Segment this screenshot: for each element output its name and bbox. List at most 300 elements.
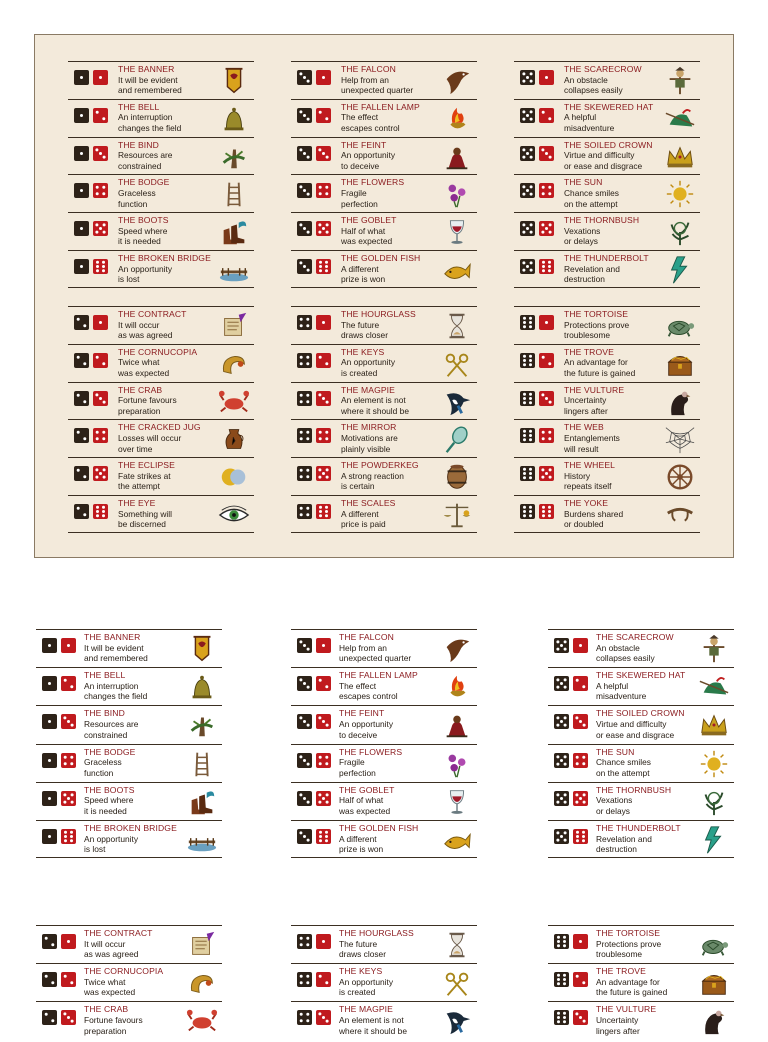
entry-title: THE BELL xyxy=(84,670,126,681)
entry-line-2: on the attempt xyxy=(564,198,618,209)
entry-text xyxy=(118,140,172,172)
entry-line-2: it is needed xyxy=(84,805,127,816)
entry-text xyxy=(564,347,635,379)
goblet-icon xyxy=(441,216,473,248)
entry-line-1: A different xyxy=(341,263,379,274)
table-row xyxy=(68,61,254,99)
entry-title: THE THUNDERBOLT xyxy=(564,252,649,263)
entry-text xyxy=(339,632,411,664)
entry-line-2: was expected xyxy=(118,367,170,378)
table-row xyxy=(68,419,254,457)
entry-line-1: An opportunity xyxy=(339,976,394,987)
table-row xyxy=(548,1001,734,1039)
entry-title: THE FEINT xyxy=(339,708,385,719)
entry-text xyxy=(564,215,639,247)
dark-die-icon xyxy=(520,108,535,123)
dark-die-icon xyxy=(42,972,57,987)
dark-die-icon xyxy=(297,829,312,844)
entry-text xyxy=(339,708,393,740)
hourglass-icon xyxy=(441,929,473,961)
table-row xyxy=(514,212,700,250)
red-die-icon xyxy=(93,391,108,406)
red-die-icon xyxy=(61,638,76,653)
red-die-icon xyxy=(316,972,331,987)
table-row xyxy=(514,344,700,382)
entry-line-1: Entanglements xyxy=(564,432,620,443)
entry-title: THE CORNUCOPIA xyxy=(84,966,164,977)
entry-line-1: Revelation and xyxy=(564,263,620,274)
entry-title: THE SOILED CROWN xyxy=(596,708,685,719)
table-row xyxy=(291,744,477,782)
entry-line-2: constrained xyxy=(118,160,162,171)
red-die-icon xyxy=(93,428,108,443)
entry-title: THE GOBLET xyxy=(339,784,395,795)
dark-die-icon xyxy=(520,504,535,519)
entry-title: THE CORNUCOPIA xyxy=(118,346,198,357)
entry-title: THE BIND xyxy=(118,139,159,150)
entry-line-2: function xyxy=(118,198,148,209)
entry-text xyxy=(118,347,197,379)
entry-title: THE THORNBUSH xyxy=(596,784,672,795)
falcon-icon xyxy=(441,65,473,97)
entry-text xyxy=(341,177,404,209)
entry-line-2: destruction xyxy=(596,844,637,855)
red-die-icon xyxy=(316,428,331,443)
entry-line-2: price is paid xyxy=(341,519,386,530)
entry-line-1: It will occur xyxy=(84,938,126,949)
entry-title: THE BOOTS xyxy=(118,215,169,226)
red-die-icon xyxy=(539,221,554,236)
red-die-icon xyxy=(539,108,554,123)
red-die-icon xyxy=(93,504,108,519)
red-die-icon xyxy=(316,315,331,330)
entry-line-1: An obstacle xyxy=(564,74,608,85)
red-die-icon xyxy=(316,353,331,368)
boots-icon xyxy=(218,216,250,248)
entry-line-2: lingers after xyxy=(564,405,608,416)
red-die-icon xyxy=(316,108,331,123)
entry-line-2: the attempt xyxy=(118,481,160,492)
entry-text xyxy=(339,966,393,998)
entry-line-1: Uncertainty xyxy=(564,395,607,406)
dark-die-icon xyxy=(297,791,312,806)
entry-title: THE ECLIPSE xyxy=(118,460,175,471)
banner-icon xyxy=(186,633,218,665)
table-row xyxy=(291,99,477,137)
red-die-icon xyxy=(316,70,331,85)
table-row xyxy=(548,782,734,820)
entry-line-1: History xyxy=(564,470,591,481)
cornucopia-icon xyxy=(218,348,250,380)
dark-die-icon xyxy=(74,183,89,198)
dark-die-icon xyxy=(520,353,535,368)
entry-line-1: An opportunity xyxy=(339,718,394,729)
dark-die-icon xyxy=(520,315,535,330)
entry-title: THE BODGE xyxy=(84,746,136,757)
red-die-icon xyxy=(93,353,108,368)
entry-text xyxy=(339,785,394,817)
entry-line-2: to deceive xyxy=(341,160,380,171)
table-row xyxy=(291,250,477,288)
table-row xyxy=(36,1001,222,1039)
sun-icon xyxy=(698,748,730,780)
magpie-icon xyxy=(441,1005,473,1037)
ladder-icon xyxy=(186,748,218,780)
entry-line-2: is created xyxy=(339,987,376,998)
table-row xyxy=(548,963,734,1001)
dark-die-icon xyxy=(297,714,312,729)
table-row xyxy=(291,344,477,382)
cornucopia-icon xyxy=(186,967,218,999)
table-row xyxy=(514,419,700,457)
entry-text xyxy=(596,928,661,960)
entry-line-2: or delays xyxy=(596,805,630,816)
dark-die-icon xyxy=(520,259,535,274)
entry-title: THE FEINT xyxy=(341,139,387,150)
table-row xyxy=(68,99,254,137)
entry-line-1: An advantage for xyxy=(564,357,628,368)
entry-text xyxy=(84,632,148,664)
red-die-icon xyxy=(316,221,331,236)
red-die-icon xyxy=(573,676,588,691)
entry-line-1: Graceless xyxy=(118,187,156,198)
red-die-icon xyxy=(573,934,588,949)
table-row xyxy=(291,457,477,495)
entry-line-2: and remembered xyxy=(84,653,148,664)
entry-line-1: Vexations xyxy=(596,795,633,806)
entry-line-2: or ease and disgrace xyxy=(564,160,643,171)
keys-icon xyxy=(441,967,473,999)
entry-line-1: A helpful xyxy=(596,680,629,691)
entry-line-1: An opportunity xyxy=(341,357,396,368)
entry-text xyxy=(596,708,685,740)
crab-icon xyxy=(186,1005,218,1037)
entry-line-1: Resources are xyxy=(118,150,173,161)
entry-title: THE BANNER xyxy=(84,632,141,642)
eclipse-icon xyxy=(218,461,250,493)
entry-text xyxy=(118,385,177,417)
entry-line-1: An advantage for xyxy=(596,976,660,987)
keg-icon xyxy=(441,461,473,493)
table-row xyxy=(68,382,254,420)
dark-die-icon xyxy=(297,108,312,123)
entry-title: THE TORTOISE xyxy=(564,309,629,319)
red-die-icon xyxy=(573,791,588,806)
entry-line-1: Resources are xyxy=(84,718,139,729)
entry-text xyxy=(84,1004,143,1036)
dark-die-icon xyxy=(297,1010,312,1025)
dark-die-icon xyxy=(554,714,569,729)
dark-die-icon xyxy=(297,638,312,653)
entry-title: THE BROKEN BRIDGE xyxy=(118,252,211,263)
entry-title: THE BANNER xyxy=(118,64,175,74)
lower-column-1-bottom xyxy=(36,925,222,1040)
red-die-icon xyxy=(316,714,331,729)
entry-text xyxy=(596,823,681,855)
entry-line-1: The effect xyxy=(339,680,377,691)
red-die-icon xyxy=(316,146,331,161)
dark-die-icon xyxy=(42,791,57,806)
entry-title: THE POWDERKEG xyxy=(341,460,419,471)
table-row xyxy=(68,495,254,533)
table-row xyxy=(36,963,222,1001)
table-row xyxy=(514,495,700,533)
entry-line-2: be discerned xyxy=(118,519,166,530)
lower-column-1-top xyxy=(36,629,222,858)
table-row xyxy=(36,705,222,743)
dark-die-icon xyxy=(74,108,89,123)
dark-die-icon xyxy=(74,353,89,368)
entry-title: THE KEYS xyxy=(339,966,383,977)
entry-line-2: constrained xyxy=(84,729,128,740)
entry-line-1: Fortune favours xyxy=(84,1014,143,1025)
entry-line-2: or delays xyxy=(564,236,598,247)
entry-line-2: perfection xyxy=(341,198,378,209)
entry-title: THE MIRROR xyxy=(341,422,397,433)
table-row xyxy=(514,250,700,288)
red-die-icon xyxy=(316,391,331,406)
entry-line-2: over time xyxy=(118,443,153,454)
dark-die-icon xyxy=(554,791,569,806)
entry-text xyxy=(341,102,420,134)
entry-text xyxy=(84,670,147,702)
entry-title: THE CONTRACT xyxy=(118,309,187,319)
web-icon xyxy=(664,423,696,455)
dark-die-icon xyxy=(554,829,569,844)
table-row xyxy=(291,705,477,743)
entry-text xyxy=(84,928,153,960)
entry-text xyxy=(341,309,416,341)
entry-line-2: was expected xyxy=(341,236,393,247)
table-row xyxy=(68,212,254,250)
entry-text xyxy=(596,747,651,779)
entry-line-1: An opportunity xyxy=(341,150,396,161)
dark-die-icon xyxy=(42,676,57,691)
flowers-icon xyxy=(441,748,473,780)
table-row xyxy=(514,382,700,420)
crown-icon xyxy=(664,141,696,173)
dark-die-icon xyxy=(554,934,569,949)
entry-title: THE CONTRACT xyxy=(84,928,153,938)
hat-icon xyxy=(698,671,730,703)
table-row xyxy=(291,667,477,705)
dark-die-icon xyxy=(297,934,312,949)
entry-line-1: Half of what xyxy=(339,795,384,806)
entry-text xyxy=(118,215,169,247)
scroll-icon xyxy=(186,929,218,961)
entry-text xyxy=(596,670,685,702)
dark-die-icon xyxy=(520,146,535,161)
fish-icon xyxy=(441,254,473,286)
red-die-icon xyxy=(93,259,108,274)
red-die-icon xyxy=(93,108,108,123)
entry-line-2: prize is won xyxy=(341,274,386,285)
entry-title: THE WEB xyxy=(564,422,604,433)
entry-title: THE FALCON xyxy=(339,632,394,642)
eye-icon xyxy=(218,499,250,531)
entry-line-2: and remembered xyxy=(118,85,182,96)
entry-title: THE FALLEN LAMP xyxy=(339,670,418,681)
entry-line-1: Half of what xyxy=(341,225,386,236)
red-die-icon xyxy=(573,972,588,987)
entry-line-2: the future is gained xyxy=(564,367,636,378)
entry-line-1: An opportunity xyxy=(84,833,139,844)
entry-line-2: draws closer xyxy=(339,949,387,960)
magpie-icon xyxy=(441,386,473,418)
entry-text xyxy=(118,309,187,341)
table-row xyxy=(514,61,700,99)
entry-text xyxy=(118,422,201,454)
entry-line-1: It will be evident xyxy=(84,642,144,653)
entry-line-2: where it should be xyxy=(339,1025,407,1036)
red-die-icon xyxy=(93,183,108,198)
entry-line-2: collapses easily xyxy=(564,85,623,96)
dark-die-icon xyxy=(520,466,535,481)
bell-icon xyxy=(218,103,250,135)
entry-line-1: The effect xyxy=(341,112,379,123)
entry-text xyxy=(564,64,642,96)
red-die-icon xyxy=(539,391,554,406)
entry-text xyxy=(339,928,414,960)
tortoise-icon xyxy=(698,929,730,961)
entry-line-2: is lost xyxy=(84,844,106,855)
red-die-icon xyxy=(61,791,76,806)
entry-line-1: Speed where xyxy=(84,795,134,806)
table-row xyxy=(68,344,254,382)
column-2-bottom xyxy=(291,306,477,533)
entry-line-1: An obstacle xyxy=(596,642,640,653)
table-row xyxy=(514,306,700,344)
entry-text xyxy=(564,385,624,417)
entry-line-2: preparation xyxy=(118,405,161,416)
dark-die-icon xyxy=(297,428,312,443)
dark-die-icon xyxy=(74,428,89,443)
entry-line-1: An interruption xyxy=(84,680,139,691)
entry-line-1: Chance smiles xyxy=(596,757,651,768)
ladder-icon xyxy=(218,178,250,210)
red-die-icon xyxy=(61,934,76,949)
red-die-icon xyxy=(573,638,588,653)
entry-line-2: was expected xyxy=(84,987,136,998)
entry-text xyxy=(596,785,671,817)
entry-title: THE YOKE xyxy=(564,497,609,508)
entry-line-1: Virtue and difficulty xyxy=(596,718,667,729)
entry-line-2: function xyxy=(84,767,114,778)
entry-title: THE TROVE xyxy=(564,346,614,357)
entry-title: THE VULTURE xyxy=(564,384,625,395)
table-row xyxy=(548,820,734,858)
entry-text xyxy=(564,460,615,492)
entry-line-1: Graceless xyxy=(84,757,122,768)
entry-text xyxy=(596,966,667,998)
entry-text xyxy=(84,785,135,817)
entry-text xyxy=(84,823,177,855)
table-row xyxy=(514,457,700,495)
red-die-icon xyxy=(61,972,76,987)
table-row xyxy=(514,99,700,137)
bind-icon xyxy=(218,141,250,173)
red-die-icon xyxy=(316,829,331,844)
vulture-icon xyxy=(698,1005,730,1037)
entry-text xyxy=(118,460,175,492)
bell-icon xyxy=(186,671,218,703)
dark-die-icon xyxy=(520,70,535,85)
entry-title: THE THORNBUSH xyxy=(564,215,640,226)
sun-icon xyxy=(664,178,696,210)
goblet-icon xyxy=(441,786,473,818)
table-row xyxy=(291,782,477,820)
table-row xyxy=(291,174,477,212)
column-3-bottom xyxy=(514,306,700,533)
entry-line-2: changes the field xyxy=(84,691,148,702)
entry-line-1: An element is not xyxy=(341,395,406,406)
dark-die-icon xyxy=(554,1010,569,1025)
entry-text xyxy=(118,177,170,209)
entry-text xyxy=(564,309,629,341)
entry-title: THE HOURGLASS xyxy=(341,309,416,319)
table-row xyxy=(68,457,254,495)
entry-line-2: collapses easily xyxy=(596,653,655,664)
red-die-icon xyxy=(61,829,76,844)
column-3-top xyxy=(514,61,700,288)
dark-die-icon xyxy=(554,753,569,768)
entry-line-1: A different xyxy=(341,508,379,519)
entry-title: THE BELL xyxy=(118,101,160,112)
entry-line-2: repeats itself xyxy=(564,481,612,492)
entry-title: THE HOURGLASS xyxy=(339,928,414,938)
red-die-icon xyxy=(539,146,554,161)
red-die-icon xyxy=(539,183,554,198)
chest-icon xyxy=(664,348,696,380)
entry-title: THE BOOTS xyxy=(84,784,135,795)
entry-line-1: Help from an xyxy=(339,642,387,653)
red-die-icon xyxy=(93,315,108,330)
table-row xyxy=(548,744,734,782)
entry-line-2: to deceive xyxy=(339,729,378,740)
table-row xyxy=(291,629,477,667)
dark-die-icon xyxy=(74,259,89,274)
entry-text xyxy=(339,670,418,702)
table-row xyxy=(68,137,254,175)
flowers-icon xyxy=(441,178,473,210)
dark-die-icon xyxy=(297,972,312,987)
table-row xyxy=(514,137,700,175)
entry-line-2: changes the field xyxy=(118,122,182,133)
table-row xyxy=(548,629,734,667)
vulture-icon xyxy=(664,386,696,418)
dark-die-icon xyxy=(297,391,312,406)
entry-line-2: is created xyxy=(341,367,378,378)
keys-icon xyxy=(441,348,473,380)
red-die-icon xyxy=(316,791,331,806)
thornbush-icon xyxy=(698,786,730,818)
bind-icon xyxy=(186,709,218,741)
entry-title: THE FLOWERS xyxy=(341,177,405,188)
red-die-icon xyxy=(539,428,554,443)
table-row xyxy=(291,495,477,533)
dark-die-icon xyxy=(297,146,312,161)
entry-text xyxy=(341,498,396,530)
entry-line-1: The future xyxy=(341,319,380,330)
table-row xyxy=(291,212,477,250)
entry-title: THE CRACKED JUG xyxy=(118,422,201,433)
table-row xyxy=(68,250,254,288)
table-row xyxy=(291,61,477,99)
entry-line-2: where it should be xyxy=(341,405,409,416)
crown-icon xyxy=(698,709,730,741)
entry-line-1: A helpful xyxy=(564,112,597,123)
dark-die-icon xyxy=(297,466,312,481)
